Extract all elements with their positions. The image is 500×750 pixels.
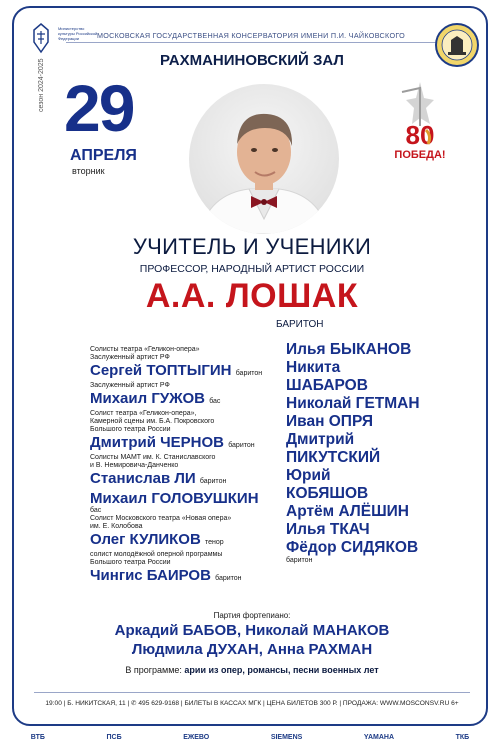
performer-name: Илья ТКАЧ <box>286 521 370 538</box>
performer-entry <box>90 454 290 490</box>
program-content: арии из опер, романсы, песни военных лет <box>184 665 379 675</box>
performer-desc: им. Е. Колобова <box>90 523 143 530</box>
pianists-line: Аркадий БАБОВ, Николай МАНАКОВ <box>114 622 390 639</box>
left-performers-list <box>90 346 290 587</box>
ticket-info: 19:00 | Б. НИКИТСКАЯ, 11 | ✆ 495 629-9168 | БИЛЕТЫ В КАССАХ МГК | ЦЕНА БИЛЕТОВ 300 Р. | ПРОДАЖА: WWW.MOSCONSV.RU 6+ <box>45 700 459 707</box>
performer-desc: Большого театра России <box>90 559 171 566</box>
performer-name: Иван ОПРЯ <box>286 413 374 430</box>
sponsor-logo: ЕЖЕВО <box>183 733 210 741</box>
date-weekday: вторник <box>72 166 105 176</box>
season-label: сезон 2024-2025 <box>38 58 45 112</box>
divider <box>34 692 470 693</box>
performer-name: Юрий <box>286 467 331 484</box>
sponsor-logo: ТКБ <box>455 733 470 741</box>
hall-name: РАХМАНИНОВСКИЙ ЗАЛ <box>160 52 344 69</box>
sponsors-bar <box>0 728 500 746</box>
performer-name: Михаил ГУЖОВ бас <box>90 390 221 407</box>
date-month: АПРЕЛЯ <box>70 147 137 164</box>
performer-desc: бас <box>90 507 102 514</box>
ministry-label: Министерство культуры Российской Федерации <box>58 26 98 41</box>
performer-desc: Заслуженный артист РФ <box>90 354 170 361</box>
headliner-name: А.А. ЛОШАК <box>145 277 359 315</box>
performer-name: Станислав ЛИ баритон <box>90 470 227 487</box>
performer-desc: Солист Московского театра «Новая опера» <box>90 515 232 522</box>
sponsor-logo: YAMAHA <box>363 733 394 741</box>
divider <box>66 42 436 43</box>
performer-desc: Заслуженный артист РФ <box>90 382 170 389</box>
ministry-emblem-icon <box>28 22 54 54</box>
performer-desc: Солисты МАМТ им. К. Станиславского <box>90 454 216 461</box>
performer-name: Артём АЛЁШИН <box>286 503 409 520</box>
performer-name: Дмитрий <box>286 431 355 448</box>
performer-name: Никита <box>286 359 341 376</box>
performer-voice: баритон <box>215 575 242 582</box>
pianists <box>54 621 450 659</box>
performer-entry <box>90 382 290 410</box>
program-line <box>54 665 450 675</box>
performer-name: Михаил ГОЛОВУШКИН <box>90 490 259 507</box>
performer-desc: Большого театра России <box>90 426 171 433</box>
sponsor-logo: ПСБ <box>106 733 122 741</box>
victory-label: ПОБЕДА! <box>394 149 446 161</box>
performer-voice: баритон <box>199 478 227 485</box>
performer-name: ПИКУТСКИЙ <box>286 449 381 466</box>
right-performers-list <box>286 341 456 565</box>
poster <box>12 6 488 726</box>
performer-desc: Камерной сцены им. Б.А. Покровского <box>90 418 215 425</box>
victory-80-emblem-icon <box>390 78 450 168</box>
performer-voice: баритон <box>235 370 263 377</box>
sponsor-logo: SIEMENS <box>270 733 303 741</box>
concert-title: УЧИТЕЛЬ И УЧЕНИКИ <box>132 234 372 259</box>
performer-voice: бас <box>209 398 221 405</box>
performer-entry <box>90 507 290 551</box>
performer-voice: баритон <box>286 557 313 564</box>
sponsor-logo: ВТБ <box>30 733 45 741</box>
performer-name: Николай ГЕТМАН <box>286 395 420 412</box>
headliner-voice: БАРИТОН <box>276 319 324 330</box>
performer-desc: и В. Немировича-Данченко <box>90 462 179 469</box>
portrait-photo <box>189 84 339 234</box>
piano-heading: Партия фортепиано: <box>213 611 291 620</box>
performer-name: Чингис БАИРОВ баритон <box>90 567 242 584</box>
performer-desc: Солист театра «Геликон-опера», <box>90 410 197 417</box>
performer-name: Фёдор СИДЯКОВ <box>286 539 419 556</box>
performer-name: Илья БЫКАНОВ <box>286 341 412 358</box>
performer-entry <box>90 410 290 454</box>
performer-entry <box>90 551 290 587</box>
concert-subtitle: ПРОФЕССОР, НАРОДНЫЙ АРТИСТ РОССИИ <box>139 263 365 275</box>
performer-name: ШАБАРОВ <box>286 377 368 394</box>
performer-name: КОБЯШОВ <box>286 485 369 502</box>
conservatory-name: МОСКОВСКАЯ ГОСУДАРСТВЕННАЯ КОНСЕРВАТОРИЯ ИМЕНИ П.И. ЧАЙКОВСКОГО <box>96 31 406 40</box>
program-prefix: В программе: <box>125 665 182 675</box>
performer-name: Дмитрий ЧЕРНОВ баритон <box>90 434 255 451</box>
performer-desc: Солисты театра «Геликон-опера» <box>90 346 200 353</box>
performer-entry <box>90 346 290 382</box>
victory-number: 80 <box>405 120 435 150</box>
performer-voice: тенор <box>204 539 224 546</box>
performer-desc: солист молодёжной оперной программы <box>90 551 223 558</box>
date-day: 29 <box>64 71 134 145</box>
performer-voice: баритон <box>228 442 255 449</box>
performer-name: Олег КУЛИКОВ тенор <box>90 531 224 548</box>
portrait-illustration <box>189 84 339 234</box>
performer-entry <box>90 490 290 507</box>
pianists-line: Людмила ДУХАН, Анна РАХМАН <box>131 641 373 658</box>
conservatory-seal-icon <box>434 22 480 68</box>
performer-name: Сергей ТОПТЫГИН баритон <box>90 362 263 379</box>
